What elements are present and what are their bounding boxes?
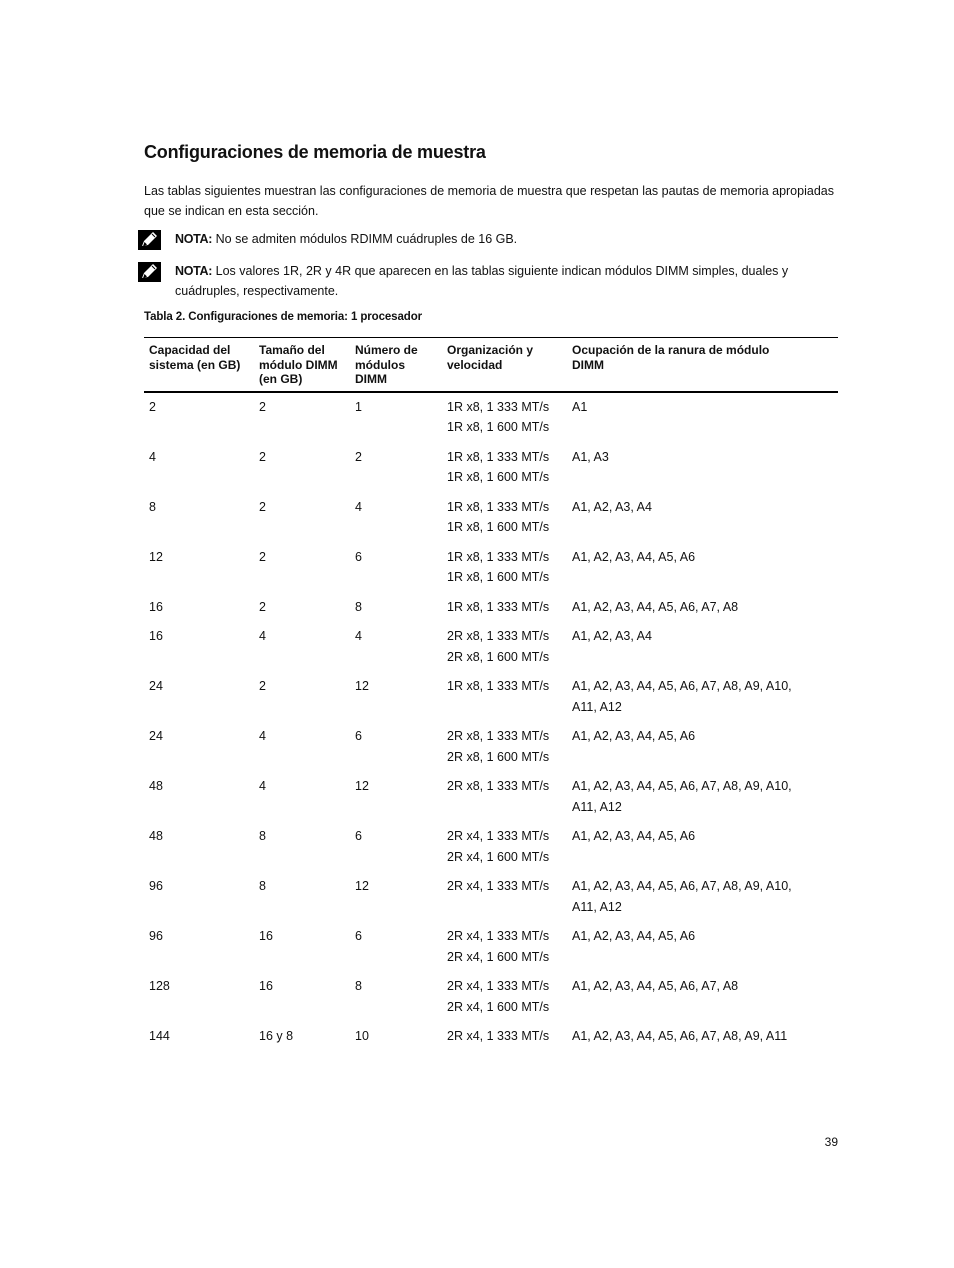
cell-organization bbox=[442, 494, 567, 544]
note-text: Los valores 1R, 2R y 4R que aparecen en las tablas siguiente indican módulos DIMM simples, duales y cuádruples, respectivamente. bbox=[175, 264, 789, 298]
table-row bbox=[144, 823, 838, 873]
cell-dimm-count: 6 bbox=[355, 549, 362, 564]
cell-dimm-count: 12 bbox=[355, 779, 369, 793]
table-row bbox=[144, 673, 838, 723]
cell-slot-population-line: A1 bbox=[572, 399, 588, 414]
cell-slot-population bbox=[567, 973, 838, 1023]
header-dimm-count: Número de módulos DIMM bbox=[350, 338, 442, 392]
cell-dimm-count: 4 bbox=[355, 629, 362, 643]
note-text: No se admiten módulos RDIMM cuádruples de 16 GB. bbox=[212, 232, 518, 246]
cell-organization-line: 1R x8, 1 333 MT/s bbox=[447, 449, 550, 464]
page-number: 39 bbox=[824, 1135, 838, 1149]
cell-slot-population-line: A1, A2, A3, A4, A5, A6, A7, A8, A9, A10, bbox=[572, 779, 792, 793]
cell-capacity: 16 bbox=[149, 599, 163, 614]
cell-organization-line: 2R x8, 1 333 MT/s bbox=[447, 629, 550, 643]
cell-dimm-size: 8 bbox=[259, 829, 266, 843]
table-row bbox=[144, 392, 838, 444]
cell-organization bbox=[442, 773, 567, 823]
cell-capacity: 144 bbox=[149, 1029, 170, 1043]
memory-config-table bbox=[144, 337, 838, 1053]
cell-organization bbox=[442, 623, 567, 673]
cell-slot-population-line: A1, A3 bbox=[572, 449, 609, 464]
cell-dimm-count: 1 bbox=[355, 399, 362, 414]
cell-dimm-size: 2 bbox=[259, 499, 266, 514]
cell-capacity: 8 bbox=[149, 499, 156, 514]
cell-organization-line: 1R x8, 1 333 MT/s bbox=[447, 679, 550, 693]
cell-organization bbox=[442, 1023, 567, 1053]
table-row bbox=[144, 873, 838, 923]
cell-dimm-size: 16 bbox=[259, 979, 273, 993]
cell-slot-population-line: A1, A2, A3, A4, A5, A6 bbox=[572, 929, 696, 943]
cell-organization bbox=[442, 673, 567, 723]
table-row bbox=[144, 494, 838, 544]
intro-paragraph: Las tablas siguientes muestran las configuraciones de memoria de muestra que respetan las pautas de memoria apropiadas que se indican en esta sección. bbox=[144, 184, 834, 218]
cell-slot-population-line: A1, A2, A3, A4, A5, A6 bbox=[572, 829, 696, 843]
cell-slot-population-line: A11, A12 bbox=[572, 699, 622, 714]
cell-organization-line: 1R x8, 1 600 MT/s bbox=[447, 420, 550, 434]
table-row bbox=[144, 723, 838, 773]
cell-organization bbox=[442, 594, 567, 624]
cell-slot-population-line: A11, A12 bbox=[572, 899, 622, 914]
cell-dimm-size: 4 bbox=[259, 779, 266, 793]
cell-slot-population-line: A1, A2, A3, A4, A5, A6 bbox=[572, 729, 696, 743]
cell-capacity: 4 bbox=[149, 449, 156, 464]
table-row bbox=[144, 973, 838, 1023]
cell-slot-population bbox=[567, 494, 838, 544]
table-row bbox=[144, 594, 838, 624]
cell-dimm-count: 6 bbox=[355, 829, 362, 843]
cell-slot-population bbox=[567, 823, 838, 873]
cell-dimm-size: 4 bbox=[259, 629, 266, 643]
cell-dimm-count: 8 bbox=[355, 599, 362, 614]
cell-slot-population bbox=[567, 923, 838, 973]
cell-slot-population-line: A1, A2, A3, A4, A5, A6, A7, A8 bbox=[572, 979, 739, 993]
note-label: NOTA: bbox=[175, 264, 213, 278]
cell-slot-population bbox=[567, 723, 838, 773]
cell-organization-line: 1R x8, 1 600 MT/s bbox=[447, 520, 550, 534]
cell-organization-line: 2R x8, 1 333 MT/s bbox=[447, 729, 550, 743]
cell-dimm-size: 16 bbox=[259, 929, 273, 943]
cell-dimm-size: 4 bbox=[259, 729, 266, 743]
cell-slot-population bbox=[567, 544, 838, 594]
cell-capacity: 128 bbox=[149, 979, 170, 993]
cell-slot-population bbox=[567, 594, 838, 624]
cell-dimm-size: 2 bbox=[259, 399, 266, 414]
cell-organization bbox=[442, 973, 567, 1023]
header-organization: Organización y velocidad bbox=[442, 338, 567, 392]
table-row bbox=[144, 623, 838, 673]
cell-capacity: 16 bbox=[149, 629, 163, 643]
cell-slot-population-line: A1, A2, A3, A4, A5, A6, A7, A8, A9, A10, bbox=[572, 679, 792, 693]
pencil-note-icon bbox=[138, 262, 161, 282]
cell-organization-line: 2R x4, 1 600 MT/s bbox=[447, 949, 550, 964]
header-slot-population: Ocupación de la ranura de módulo DIMM bbox=[567, 338, 838, 392]
cell-dimm-size: 8 bbox=[259, 879, 266, 893]
pencil-note-icon bbox=[138, 230, 161, 250]
cell-organization-line: 2R x4, 1 333 MT/s bbox=[447, 1029, 550, 1043]
cell-slot-population-line: A1, A2, A3, A4, A5, A6 bbox=[572, 549, 696, 564]
cell-slot-population-line: A11, A12 bbox=[572, 799, 622, 814]
header-capacity: Capacidad del sistema (en GB) bbox=[144, 338, 254, 392]
table-caption: Tabla 2. Configuraciones de memoria: 1 procesador bbox=[144, 311, 422, 323]
cell-dimm-size: 2 bbox=[259, 449, 266, 464]
cell-dimm-count: 12 bbox=[355, 879, 369, 893]
table-body bbox=[144, 392, 838, 1053]
cell-slot-population-line: A1, A2, A3, A4, A5, A6, A7, A8, A9, A11 bbox=[572, 1029, 788, 1043]
cell-dimm-size: 16 y 8 bbox=[259, 1029, 294, 1043]
cell-slot-population bbox=[567, 773, 838, 823]
cell-organization bbox=[442, 823, 567, 873]
cell-organization-line: 2R x4, 1 600 MT/s bbox=[447, 849, 550, 864]
cell-organization-line: 2R x8, 1 600 MT/s bbox=[447, 649, 550, 664]
cell-capacity: 12 bbox=[149, 549, 163, 564]
cell-capacity: 24 bbox=[149, 729, 163, 743]
cell-organization-line: 1R x8, 1 333 MT/s bbox=[447, 599, 550, 614]
cell-dimm-size: 2 bbox=[259, 549, 266, 564]
cell-capacity: 48 bbox=[149, 829, 163, 843]
cell-organization-line: 2R x4, 1 333 MT/s bbox=[447, 879, 550, 893]
cell-slot-population bbox=[567, 673, 838, 723]
table-row bbox=[144, 444, 838, 494]
cell-organization bbox=[442, 444, 567, 494]
cell-organization-line: 1R x8, 1 333 MT/s bbox=[447, 399, 550, 414]
cell-capacity: 96 bbox=[149, 929, 163, 943]
cell-organization bbox=[442, 392, 567, 444]
note-callout bbox=[138, 261, 838, 301]
cell-dimm-count: 4 bbox=[355, 499, 362, 514]
cell-organization-line: 1R x8, 1 333 MT/s bbox=[447, 549, 550, 564]
cell-organization-line: 2R x8, 1 333 MT/s bbox=[447, 779, 550, 793]
cell-slot-population bbox=[567, 623, 838, 673]
table-row bbox=[144, 544, 838, 594]
cell-dimm-count: 10 bbox=[355, 1029, 369, 1043]
cell-organization-line: 2R x4, 1 600 MT/s bbox=[447, 999, 550, 1014]
cell-capacity: 2 bbox=[149, 399, 156, 414]
table-row bbox=[144, 1023, 838, 1053]
cell-slot-population bbox=[567, 392, 838, 444]
cell-capacity: 24 bbox=[149, 679, 163, 693]
cell-organization bbox=[442, 923, 567, 973]
cell-slot-population bbox=[567, 1023, 838, 1053]
cell-dimm-size: 2 bbox=[259, 679, 266, 693]
cell-slot-population-line: A1, A2, A3, A4 bbox=[572, 629, 652, 643]
cell-organization-line: 2R x4, 1 333 MT/s bbox=[447, 829, 550, 843]
cell-organization bbox=[442, 873, 567, 923]
cell-slot-population bbox=[567, 873, 838, 923]
cell-dimm-count: 8 bbox=[355, 979, 362, 993]
cell-capacity: 96 bbox=[149, 879, 163, 893]
table-row bbox=[144, 773, 838, 823]
section-heading: Configuraciones de memoria de muestra bbox=[144, 142, 486, 162]
note-callout bbox=[138, 229, 838, 251]
cell-dimm-count: 2 bbox=[355, 449, 362, 464]
cell-organization bbox=[442, 723, 567, 773]
cell-slot-population-line: A1, A2, A3, A4, A5, A6, A7, A8 bbox=[572, 599, 739, 614]
cell-organization-line: 2R x4, 1 333 MT/s bbox=[447, 929, 550, 943]
cell-slot-population-line: A1, A2, A3, A4 bbox=[572, 499, 652, 514]
cell-organization-line: 1R x8, 1 600 MT/s bbox=[447, 570, 550, 584]
cell-organization-line: 1R x8, 1 333 MT/s bbox=[447, 499, 550, 514]
cell-organization-line: 2R x8, 1 600 MT/s bbox=[447, 749, 550, 764]
cell-dimm-count: 6 bbox=[355, 729, 362, 743]
cell-organization-line: 1R x8, 1 600 MT/s bbox=[447, 470, 550, 484]
header-dimm-size: Tamaño del módulo DIMM (en GB) bbox=[254, 338, 350, 392]
note-label: NOTA: bbox=[175, 232, 213, 246]
cell-slot-population bbox=[567, 444, 838, 494]
cell-dimm-count: 6 bbox=[355, 929, 362, 943]
cell-dimm-count: 12 bbox=[355, 679, 369, 693]
cell-slot-population-line: A1, A2, A3, A4, A5, A6, A7, A8, A9, A10, bbox=[572, 879, 792, 893]
cell-dimm-size: 2 bbox=[259, 599, 266, 614]
table-row bbox=[144, 923, 838, 973]
cell-organization-line: 2R x4, 1 333 MT/s bbox=[447, 979, 550, 993]
table-header-row bbox=[144, 338, 838, 392]
cell-organization bbox=[442, 544, 567, 594]
cell-capacity: 48 bbox=[149, 779, 163, 793]
